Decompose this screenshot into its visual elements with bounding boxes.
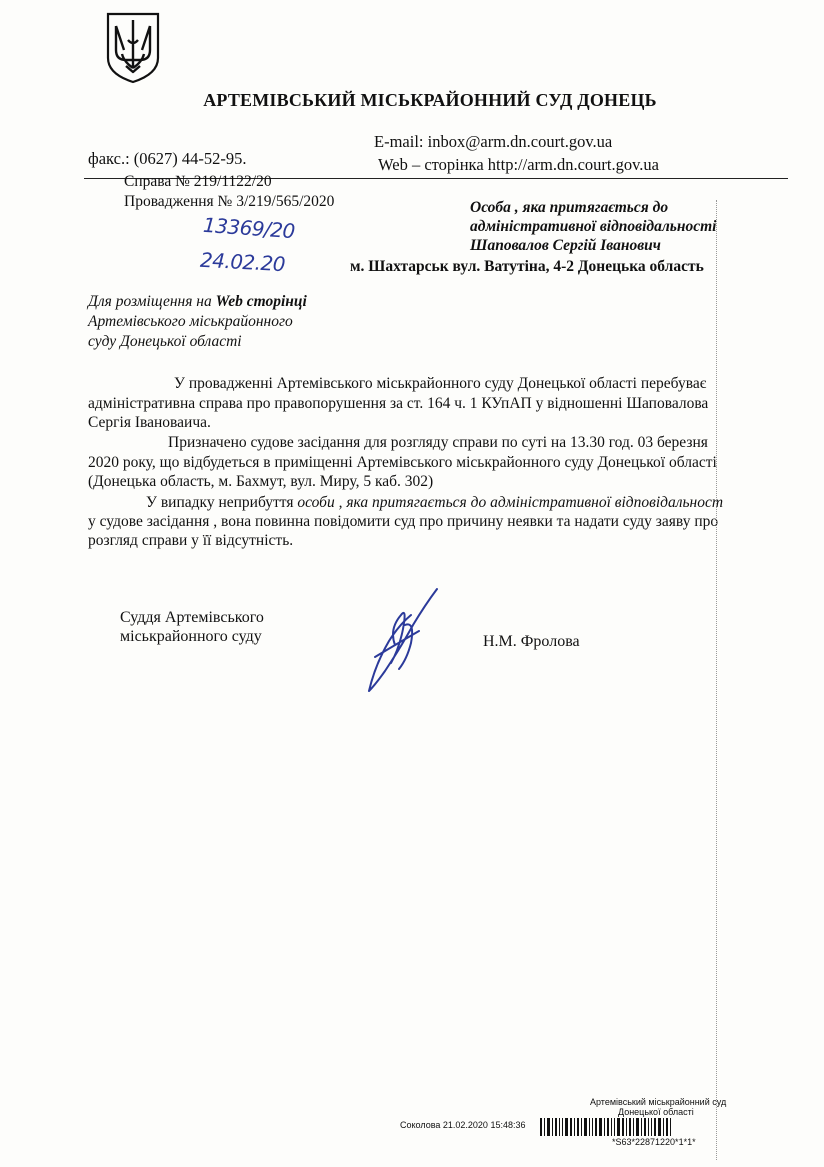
court-stamp-line-2: Донецької області — [618, 1107, 694, 1117]
paragraph-3-lead: У випадку неприбуття — [146, 494, 298, 511]
court-stamp-line-1: Артемівський міськрайонний суд — [590, 1097, 727, 1107]
web-note-line-3: суду Донецької області — [88, 333, 242, 350]
proceeding-number: Провадження № 3/219/565/2020 — [124, 193, 335, 210]
web-line: Web – сторінка http://arm.dn.court.gov.ua — [378, 155, 659, 174]
case-number: Справа № 219/1122/20 — [124, 173, 272, 190]
addressee-name: Шаповалов Сергій Іванович — [470, 237, 661, 254]
paragraph-1-line-3: Сергія Івановаича. — [88, 414, 211, 431]
web-note-prefix: Для розміщення на — [88, 293, 216, 310]
web-note-line-2: Артемівського міськрайонного — [88, 313, 293, 330]
court-name: АРТЕМІВСЬКИЙ МІСЬКРАЙОННИЙ СУД ДОНЕЦЬ — [203, 90, 657, 110]
barcode-code: *S63*22871220*1*1* — [612, 1137, 696, 1147]
paragraph-1-line-2: адміністративна справа про правопорушення за ст. 164 ч. 1 КУпАП у відношенні Шаповалова — [88, 395, 709, 412]
barcode — [540, 1118, 710, 1136]
web-note-web: Web — [215, 293, 243, 310]
addressee-line-2: адміністративної відповідальності — [470, 218, 717, 235]
judge-signature — [355, 585, 445, 695]
handwritten-date: 24.02.20 — [199, 247, 286, 277]
coat-of-arms-icon — [104, 10, 162, 84]
judge-title-line-1: Суддя Артемівського — [120, 609, 264, 626]
web-note-page: сторінці — [242, 293, 307, 310]
judge-name: Н.М. Фролова — [483, 633, 580, 650]
scan-artifact-line — [716, 200, 717, 1160]
addressee-address: м. Шахтарськ вул. Ватутіна, 4-2 Донецька область — [350, 258, 704, 275]
paragraph-3-line-3: розгляд справи у її відсутність. — [88, 532, 294, 549]
paragraph-1-line-1: У провадженні Артемівського міськрайонного суду Донецької області перебуває — [174, 375, 707, 392]
paragraph-3-italic: особи , яка притягається до адміністративної відповідальност — [297, 494, 724, 511]
fax-line: факс.: (0627) 44-52-95. — [88, 149, 247, 168]
paragraph-2-line-1: Призначено судове засідання для розгляду справи по суті на 13.30 год. 03 березня — [168, 434, 708, 451]
web-publication-note — [88, 292, 307, 352]
paragraph-2-line-3: (Донецька область, м. Бахмут, вул. Миру, 5 каб. 302) — [88, 473, 434, 490]
handwritten-registration: 13369/20 — [202, 212, 296, 244]
clerk-timestamp: Соколова 21.02.2020 15:48:36 — [400, 1120, 526, 1130]
paragraph-3-line-2: у судове засідання , вона повинна повідомити суд про причину неявки та надати суду заяву про — [88, 513, 719, 530]
paragraph-2-line-2: 2020 року, що відбудеться в приміщенні Артемівського міськрайонного суду Донецької області — [88, 454, 717, 471]
paragraph-3-line-1 — [146, 493, 723, 513]
email-line: E-mail: inbox@arm.dn.court.gov.ua — [374, 132, 613, 151]
judge-title-line-2: міськрайонного суду — [120, 628, 262, 645]
addressee-line-1: Особа , яка притягається до — [470, 199, 669, 216]
